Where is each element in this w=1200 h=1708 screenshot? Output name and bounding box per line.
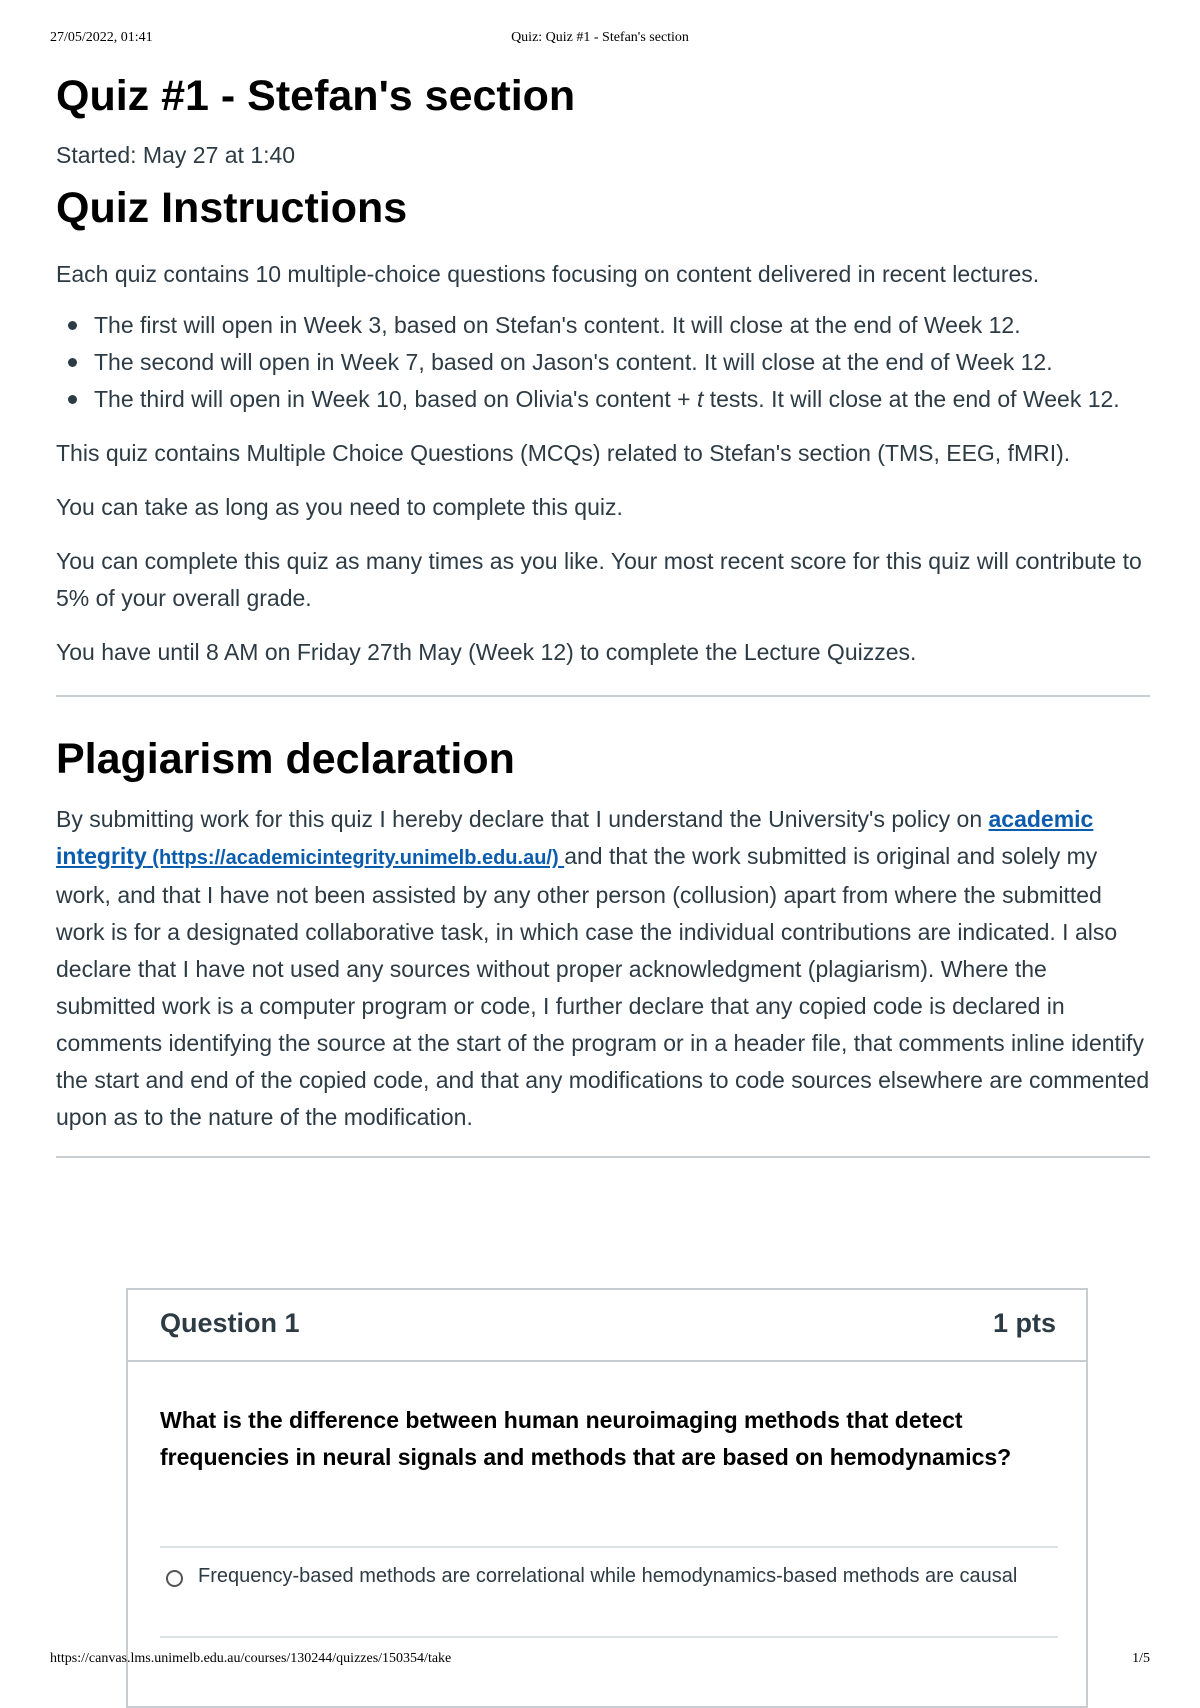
quiz-started-time: Started: May 27 at 1:40 xyxy=(56,142,296,168)
declaration-text: and that the work submitted is original and solely my work, and that I have not been assisted by any other person (collusion) apart from where the submitted work is for a designated collaborative task, in which case the individual contributions are indicated. I also declare that I have not used any sources without proper acknowledgment (plagiarism). Where the submitted work is a computer program or code, I further declare that any copied code is declared in comments identifying the source at the start of the program or in a header file, that comments inline identify the start and end of the copied code, and that any modifications to code sources elsewhere are commented upon as to the nature of the modification. xyxy=(56,843,1150,1130)
print-page-title: Quiz: Quiz #1 - Stefan's section xyxy=(511,30,689,45)
quiz-content xyxy=(56,60,1150,1158)
instructions-paragraph: You can complete this quiz as many times as you like. Your most recent score for this quiz will contribute to 5% of your overall grade. xyxy=(56,548,1142,611)
quiz-schedule-list xyxy=(56,307,1150,418)
academic-integrity-link-label: academic integrity xyxy=(56,806,1094,869)
instructions-intro: Each quiz contains 10 multiple-choice questions focusing on content delivered in recent lectures. xyxy=(56,261,1040,287)
answer-divider xyxy=(160,1636,1058,1638)
print-date: 27/05/2022, 01:41 xyxy=(50,30,153,45)
plagiarism-declaration xyxy=(56,801,1150,1136)
radio-button[interactable] xyxy=(166,1570,183,1587)
quiz-title: Quiz #1 - Stefan's section xyxy=(56,72,576,120)
section-divider xyxy=(56,695,1150,697)
print-page-number: 1/5 xyxy=(1132,1651,1150,1666)
list-item-text: tests. It will close at the end of Week 12. xyxy=(703,386,1120,412)
print-footer xyxy=(50,1651,1150,1671)
list-item-text: The third will open in Week 10, based on Olivia's content + xyxy=(94,386,697,412)
plagiarism-heading: Plagiarism declaration xyxy=(56,735,515,783)
t-test-symbol: t xyxy=(696,386,704,412)
question-name: Question 1 xyxy=(160,1308,300,1338)
question-text: What is the difference between human neuroimaging methods that detect frequencies in neural signals and methods that are based on hemodynamics? xyxy=(160,1407,1012,1470)
list-item: The second will open in Week 7, based on Jason's content. It will close at the end of Week 12. xyxy=(94,344,1150,381)
academic-integrity-link-url: (https://academicintegrity.unimelb.edu.au/) xyxy=(146,847,565,869)
print-header xyxy=(50,30,1150,50)
instructions-paragraph: You can take as long as you need to complete this quiz. xyxy=(56,494,623,520)
question-points: 1 pts xyxy=(992,1308,1056,1338)
section-divider xyxy=(56,1156,1150,1158)
answer-divider xyxy=(160,1546,1058,1548)
declaration-text: By submitting work for this quiz I hereby declare that I understand the University's policy on xyxy=(56,806,989,832)
answer-label: Frequency-based methods are correlational while hemodynamics-based methods are causal xyxy=(198,1565,1018,1587)
list-item xyxy=(94,381,1150,418)
instructions-heading: Quiz Instructions xyxy=(56,184,408,232)
instructions-paragraph: You have until 8 AM on Friday 27th May (Week 12) to complete the Lecture Quizzes. xyxy=(56,639,917,665)
question-header xyxy=(128,1290,1086,1362)
print-url: https://canvas.lms.unimelb.edu.au/courses/130244/quizzes/150354/take xyxy=(50,1651,452,1666)
list-item: The first will open in Week 3, based on Stefan's content. It will close at the end of Week 12. xyxy=(94,307,1150,344)
question-card xyxy=(126,1288,1088,1708)
instructions-paragraph: This quiz contains Multiple Choice Questions (MCQs) related to Stefan's section (TMS, EEG, fMRI). xyxy=(56,440,1071,466)
